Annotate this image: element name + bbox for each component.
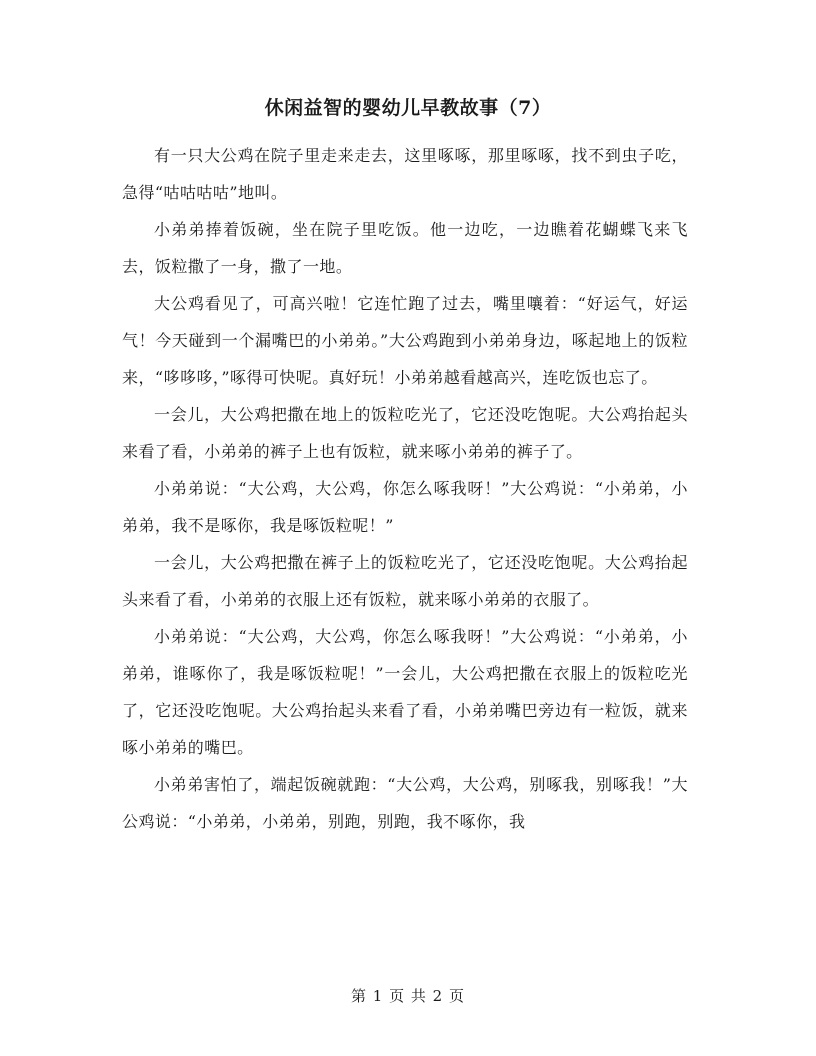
paragraph: 一会儿，大公鸡把撒在裤子上的饭粒吃光了，它还没吃饱呢。大公鸡抬起头来看了看，小弟弟的衣服上还有饭粒，就来啄小弟弟的衣服了。 [122,553,688,609]
document-title: 休闲益智的婴幼儿早教故事（7） [264,97,552,119]
document-body [122,137,688,840]
paragraph: 小弟弟捧着饭碗，坐在院子里吃饭。他一边吃，一边瞧着花蝴蝶飞来飞去，饭粒撒了一身，撒了一地。 [122,220,688,276]
paragraph: 有一只大公鸡在院子里走来走去，这里啄啄，那里啄啄，找不到虫子吃，急得“咕咕咕咕”地叫。 [122,146,688,202]
paragraph: 小弟弟说：“大公鸡，大公鸡，你怎么啄我呀！”大公鸡说：“小弟弟，小弟弟，我不是啄你，我是啄饭粒呢！” [122,479,688,535]
paragraph: 小弟弟害怕了，端起饭碗就跑：“大公鸡，大公鸡，别啄我，别啄我！”大公鸡说：“小弟弟，小弟弟，别跑，别跑，我不啄你，我 [122,775,688,831]
page-number-footer: 第 1 页 共 2 页 [351,987,465,1005]
paragraph: 大公鸡看见了，可高兴啦！它连忙跑了过去，嘴里嚷着：“好运气，好运气！今天碰到一个漏嘴巴的小弟弟。”大公鸡跑到小弟弟身边，啄起地上的饭粒来，“哆哆哆，”啄得可快呢。真好玩！小弟弟越看越高兴，连吃饭也忘了。 [122,294,688,387]
paragraph: 小弟弟说：“大公鸡，大公鸡，你怎么啄我呀！”大公鸡说：“小弟弟，小弟弟，谁啄你了，我是啄饭粒呢！”一会儿，大公鸡把撒在衣服上的饭粒吃光了，它还没吃饱呢。大公鸡抬起头来看了看，小弟弟嘴巴旁边有一粒饭，就来啄小弟弟的嘴巴。 [122,627,688,757]
paragraph: 一会儿，大公鸡把撒在地上的饭粒吃光了，它还没吃饱呢。大公鸡抬起头来看了看，小弟弟的裤子上也有饭粒，就来啄小弟弟的裤子了。 [122,405,688,461]
